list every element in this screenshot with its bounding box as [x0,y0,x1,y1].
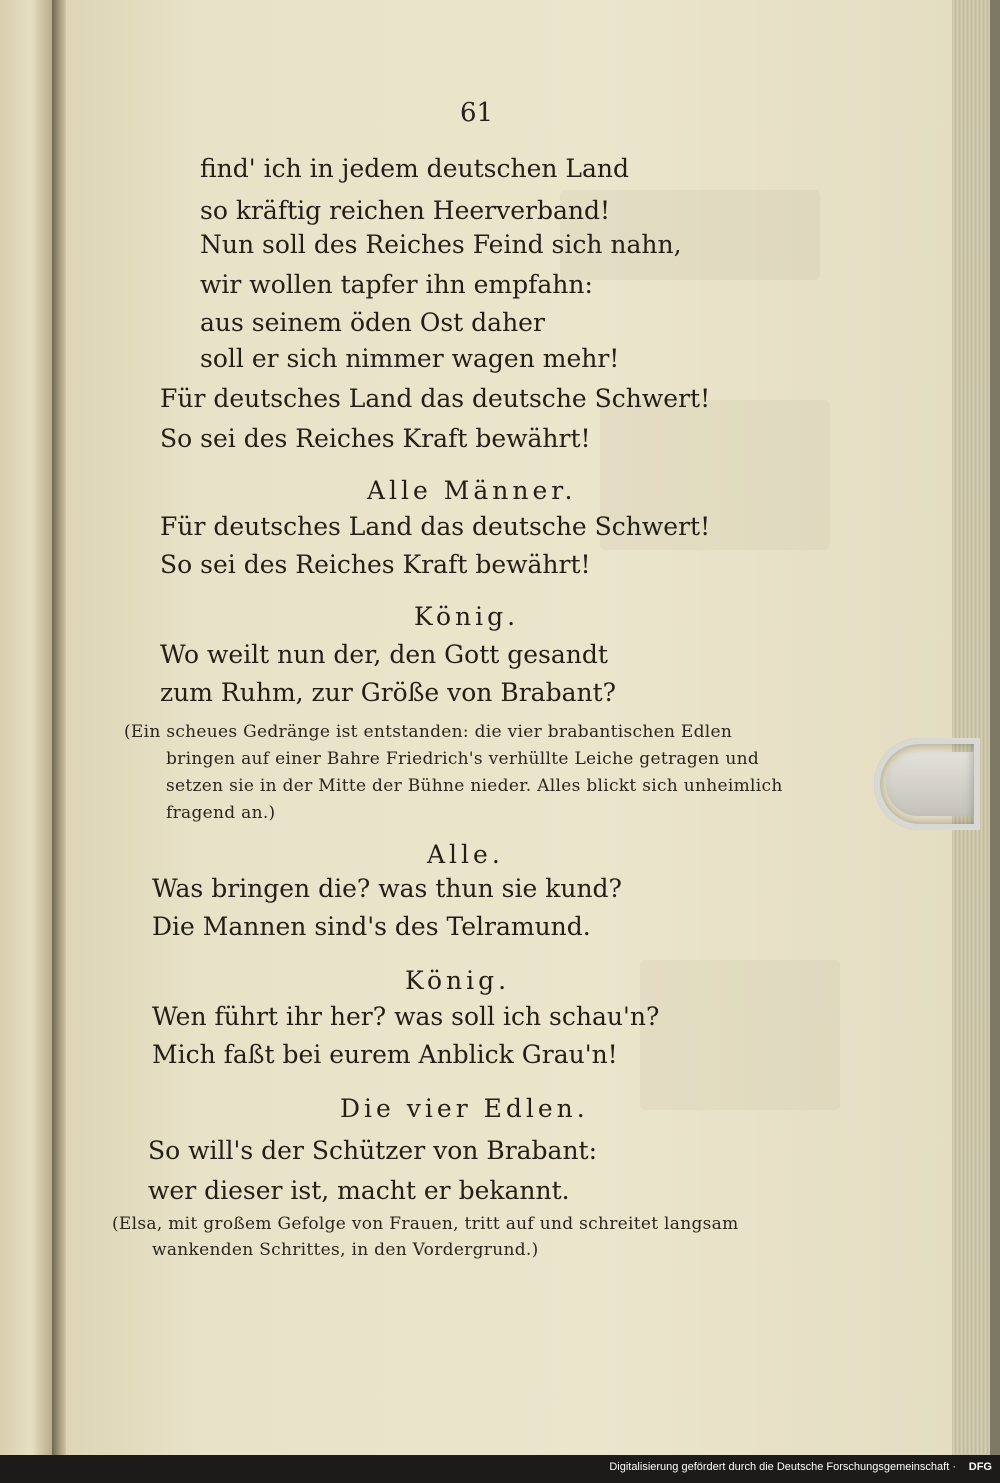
stage-direction-line: (Elsa, mit großem Gefolge von Frauen, tritt auf und schreitet langsam [112,1214,739,1234]
footer-credit: Digitalisierung gefördert durch die Deutsche Forschungsgemeinschaft · [609,1461,956,1473]
speaker-heading: Alle. [427,840,504,869]
page-number: 61 [460,98,494,128]
verse-line: find' ich in jedem deutschen Land [200,154,630,183]
verse-line: wir wollen tapfer ihn empfahn: [200,270,593,299]
show-through-smudge [640,960,840,1110]
speaker-heading: König. [414,602,520,631]
verse-line: Mich faßt bei eurem Anblick Grau'n! [152,1040,618,1069]
stage-direction-line: wankenden Schrittes, in den Vordergrund.) [152,1240,539,1260]
verse-line: so kräftig reichen Heerverband! [200,196,611,225]
speaker-heading: König. [405,966,511,995]
verse-line: zum Ruhm, zur Größe von Brabant? [160,678,617,707]
verse-line: Nun soll des Reiches Feind sich nahn, [200,230,682,259]
book-gutter [52,0,66,1455]
stage-direction-line: (Ein scheues Gedränge ist entstanden: die vier brabantischen Edlen [124,722,733,742]
verse-line: Wen führt ihr her? was soll ich schau'n? [152,1002,660,1031]
dfg-logo: DFG [968,1461,992,1473]
verse-line: Was bringen die? was thun sie kund? [152,874,622,903]
verse-line: Die Mannen sind's des Telramund. [152,912,591,941]
stage-direction-line: bringen auf einer Bahre Friedrich's verhüllte Leiche getragen und [166,749,760,769]
verse-line: Wo weilt nun der, den Gott gesandt [160,640,608,669]
verse-line: aus seinem öden Ost daher [200,308,545,337]
speaker-heading: Alle Männer. [367,476,577,505]
paper-clip [874,738,980,830]
verse-line: wer dieser ist, macht er bekannt. [148,1176,570,1205]
left-page-edge [0,0,52,1455]
verse-line: So will's der Schützer von Brabant: [148,1136,598,1165]
verse-line: So sei des Reiches Kraft bewährt! [160,424,591,453]
verse-line: So sei des Reiches Kraft bewährt! [160,550,591,579]
verse-line: soll er sich nimmer wagen mehr! [200,344,620,373]
verse-line: Für deutsches Land das deutsche Schwert! [160,384,711,413]
verse-line: Für deutsches Land das deutsche Schwert! [160,512,711,541]
digitization-footer [0,1455,1000,1483]
stage-direction-line: setzen sie in der Mitte der Bühne nieder. Alles blickt sich unheimlich [166,776,783,796]
page-stack-shadow [990,0,1000,1455]
stage-direction-line: fragend an.) [166,803,276,823]
speaker-heading: Die vier Edlen. [340,1094,589,1123]
